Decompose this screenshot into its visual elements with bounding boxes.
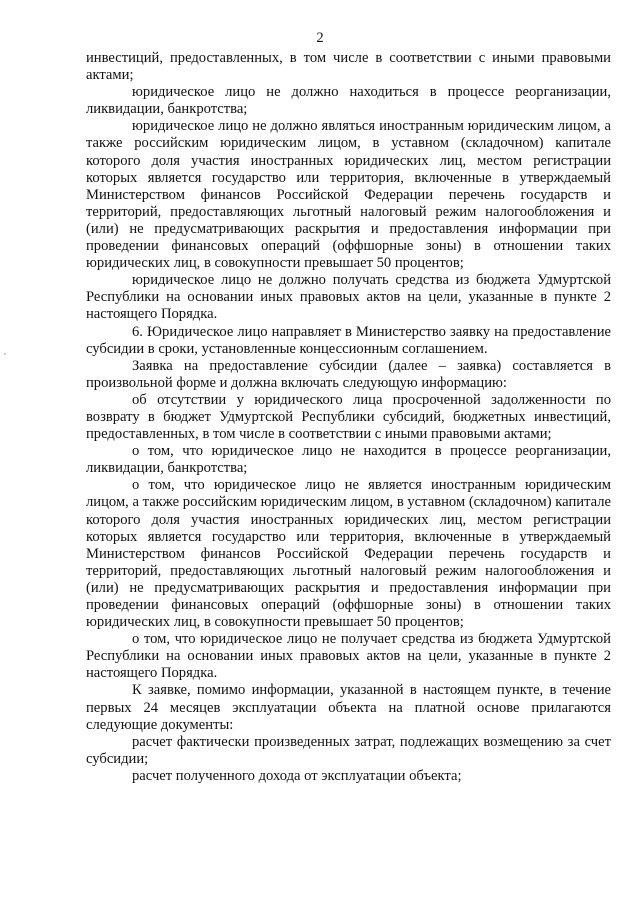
page-number: 2: [316, 30, 324, 46]
paragraph-no-overdue-debt-info: об отсутствии у юридического лица просроченной задолженности по возврату в бюджет Удмуртской Республики субсидий, бюджетных инвестиций, предоставленных, в том числе в соответствии с иными правовыми актами;: [86, 391, 611, 443]
paragraph-no-foreign-entity-info: о том, что юридическое лицо не является иностранным юридическим лицом, а также российским юридическим лицом, в уставном (складочном) капитале которого доля участия иностранных юридических лиц, местом регистрации которых является государство или территория, включенные в утверждаемый Министерством финансов Российской Федерации перечень государств и территорий, предоставляющих льготный налоговый режим налогообложения и (или) не предусматривающих раскрытия и предоставления информации при проведении финансовых операций (оффшорные зоны) в отношении таких юридических лиц, в совокупности превышает 50 процентов;: [86, 477, 611, 631]
scan-artifact-dot: [4, 353, 6, 355]
document-body: [86, 50, 611, 785]
paragraph-application-contents: Заявка на предоставление субсидии (далее – заявка) составляется в произвольной форме и должна включать следующую информацию:: [86, 357, 611, 391]
paragraph-no-foreign-entity-requirement: юридическое лицо не должно являться иностранным юридическим лицом, а также российским юридическим лицом, в уставном (складочном) капитале которого доля участия иностранных юридических лиц, местом регистрации которых является государство или территория, включенные в утверждаемый Министерством финансов Российской Федерации перечень государств и территорий, предоставляющих льготный налоговый режим налогообложения и (или) не предусматривающих раскрытия и предоставления информации при проведении финансовых операций (оффшорные зоны) в отношении таких юридических лиц, в совокупности превышает 50 процентов;: [86, 118, 611, 272]
paragraph-no-reorganization-info: о том, что юридическое лицо не находится в процессе реорганизации, ликвидации, банкротства;: [86, 443, 611, 477]
paragraph-continuation: инвестиций, предоставленных, в том числе в соответствии с иными правовыми актами;: [86, 50, 611, 84]
paragraph-no-reorganization-requirement: юридическое лицо не должно находиться в процессе реорганизации, ликвидации, банкротства;: [86, 84, 611, 118]
paragraph-item-6-application: 6. Юридическое лицо направляет в Министерство заявку на предоставление субсидии в сроки, установленные концессионным соглашением.: [86, 323, 611, 357]
paragraph-attached-documents: К заявке, помимо информации, указанной в настоящем пункте, в течение первых 24 месяцев эксплуатации объекта на платной основе прилагаются следующие документы:: [86, 682, 611, 733]
paragraph-income-calculation: расчет полученного дохода от эксплуатации объекта;: [132, 767, 462, 784]
paragraph-no-other-budget-funds-info: о том, что юридическое лицо не получает средства из бюджета Удмуртской Республики на основании иных правовых актов на цели, указанные в пункте 2 настоящего Порядка.: [86, 631, 611, 682]
paragraph-costs-calculation: расчет фактически произведенных затрат, подлежащих возмещению за счет субсидии;: [86, 733, 611, 767]
paragraph-no-other-budget-funds-requirement: юридическое лицо не должно получать средства из бюджета Удмуртской Республики на основании иных правовых актов на цели, указанные в пункте 2 настоящего Порядка.: [86, 272, 611, 323]
